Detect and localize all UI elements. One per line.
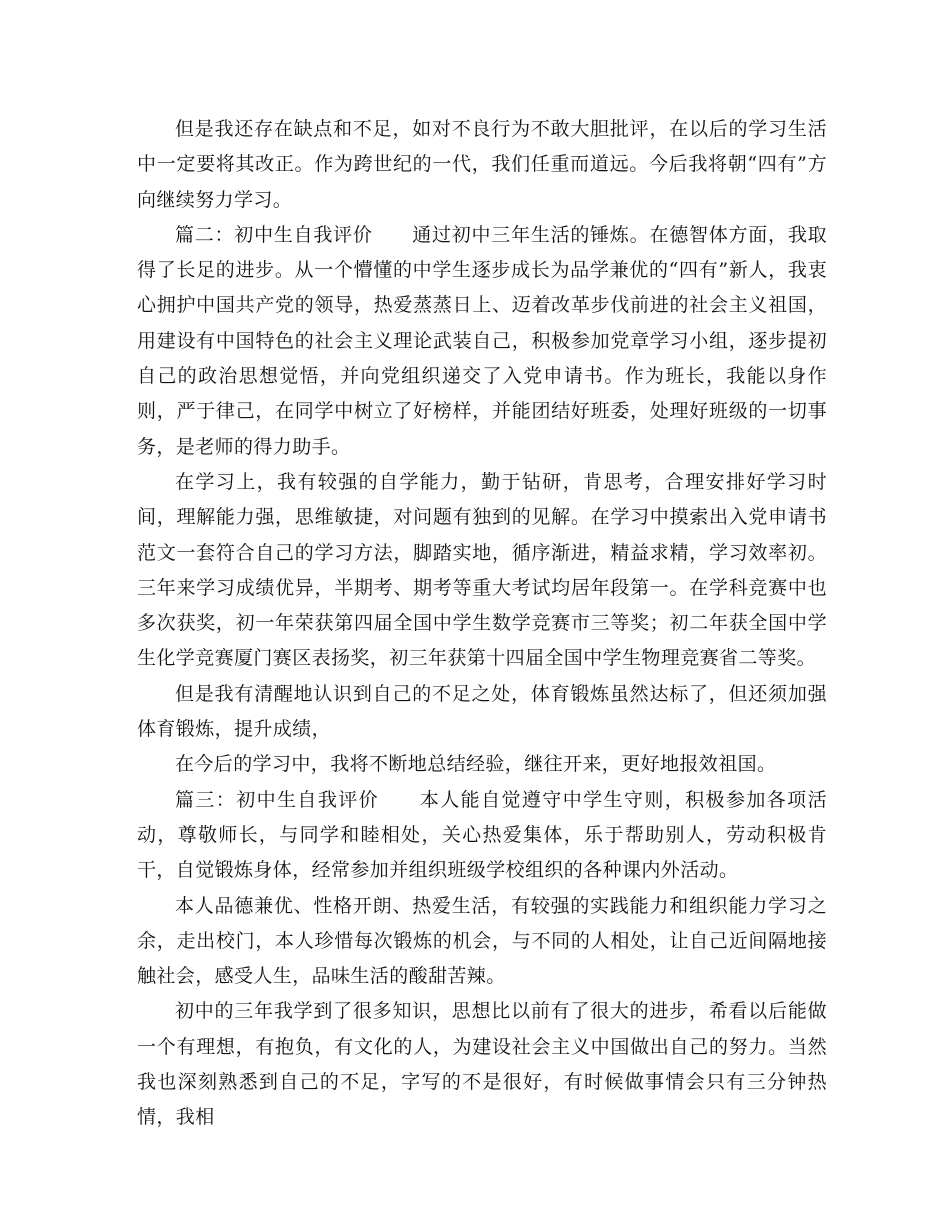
paragraph: 但是我有清醒地认识到自己的不足之处，体育锻炼虽然达标了，但还须加强体育锻炼，提升成绩， (137, 682, 827, 741)
paragraph: 篇三：初中生自我评价 本人能自觉遵守中学生守则，积极参加各项活动，尊敬师长，与同学和睦相处，关心热爱集体，乐于帮助别人，劳动积极肯干，自觉锻炼身体，经常参加并组织班级学校组织的各种课内外活动。 (137, 788, 827, 882)
paragraph: 但是我还存在缺点和不足，如对不良行为不敢大胆批评，在以后的学习生活中一定要将其改正。作为跨世纪的一代，我们任重而道远。今后我将朝“四有”方向继续努力学习。 (137, 118, 827, 211)
paragraph: 在学习上，我有较强的自学能力，勤于钻研，肯思考，合理安排好学习时间，理解能力强，思维敏捷，对问题有独到的见解。在学习中摸索出入党申请书范文一套符合自己的学习方法，脚踏实地，循序渐进，精益求精，学习效率初。三年来学习成绩优异，半期考、期考等重大考试均居年段第一。在学科竞赛中也多次获奖，初一年荣获第四届全国中学生数学竞赛市三等奖；初二年获全国中学生化学竞赛厦门赛区表扬奖，初三年获第十四届全国中学生物理竞赛省二等奖。 (137, 470, 827, 670)
paragraph: 篇二：初中生自我评价 通过初中三年生活的锤炼。在德智体方面，我取得了长足的进步。从一个懵懂的中学生逐步成长为品学兼优的“四有”新人，我衷心拥护中国共产党的领导，热爱蒸蒸日上、迈着改革步伐前进的社会主义祖国，用建设有中国特色的社会主义理论武装自己，积极参加党章学习小组，逐步提初自己的政治思想觉悟，并向党组织递交了入党申请书。作为班长，我能以身作则，严于律己，在同学中树立了好榜样，并能团结好班委，处理好班级的一切事务，是老师的得力助手。 (137, 223, 827, 458)
paragraph: 初中的三年我学到了很多知识，思想比以前有了很大的进步，希看以后能做一个有理想，有抱负，有文化的人，为建设社会主义中国做出自己的努力。当然我也深刻熟悉到自己的不足，字写的不是很好，有时候做事情会只有三分钟热情，我相 (137, 1000, 827, 1129)
paragraph: 本人品德兼优、性格开朗、热爱生活，有较强的实践能力和组织能力学习之余，走出校门，本人珍惜每次锻炼的机会，与不同的人相处，让自己近间隔地接触社会，感受人生，品味生活的酸甜苦辣。 (137, 894, 827, 988)
document-body (137, 112, 827, 1136)
paragraph: 在今后的学习中，我将不断地总结经验，继往开来，更好地报效祖国。 (175, 753, 777, 776)
